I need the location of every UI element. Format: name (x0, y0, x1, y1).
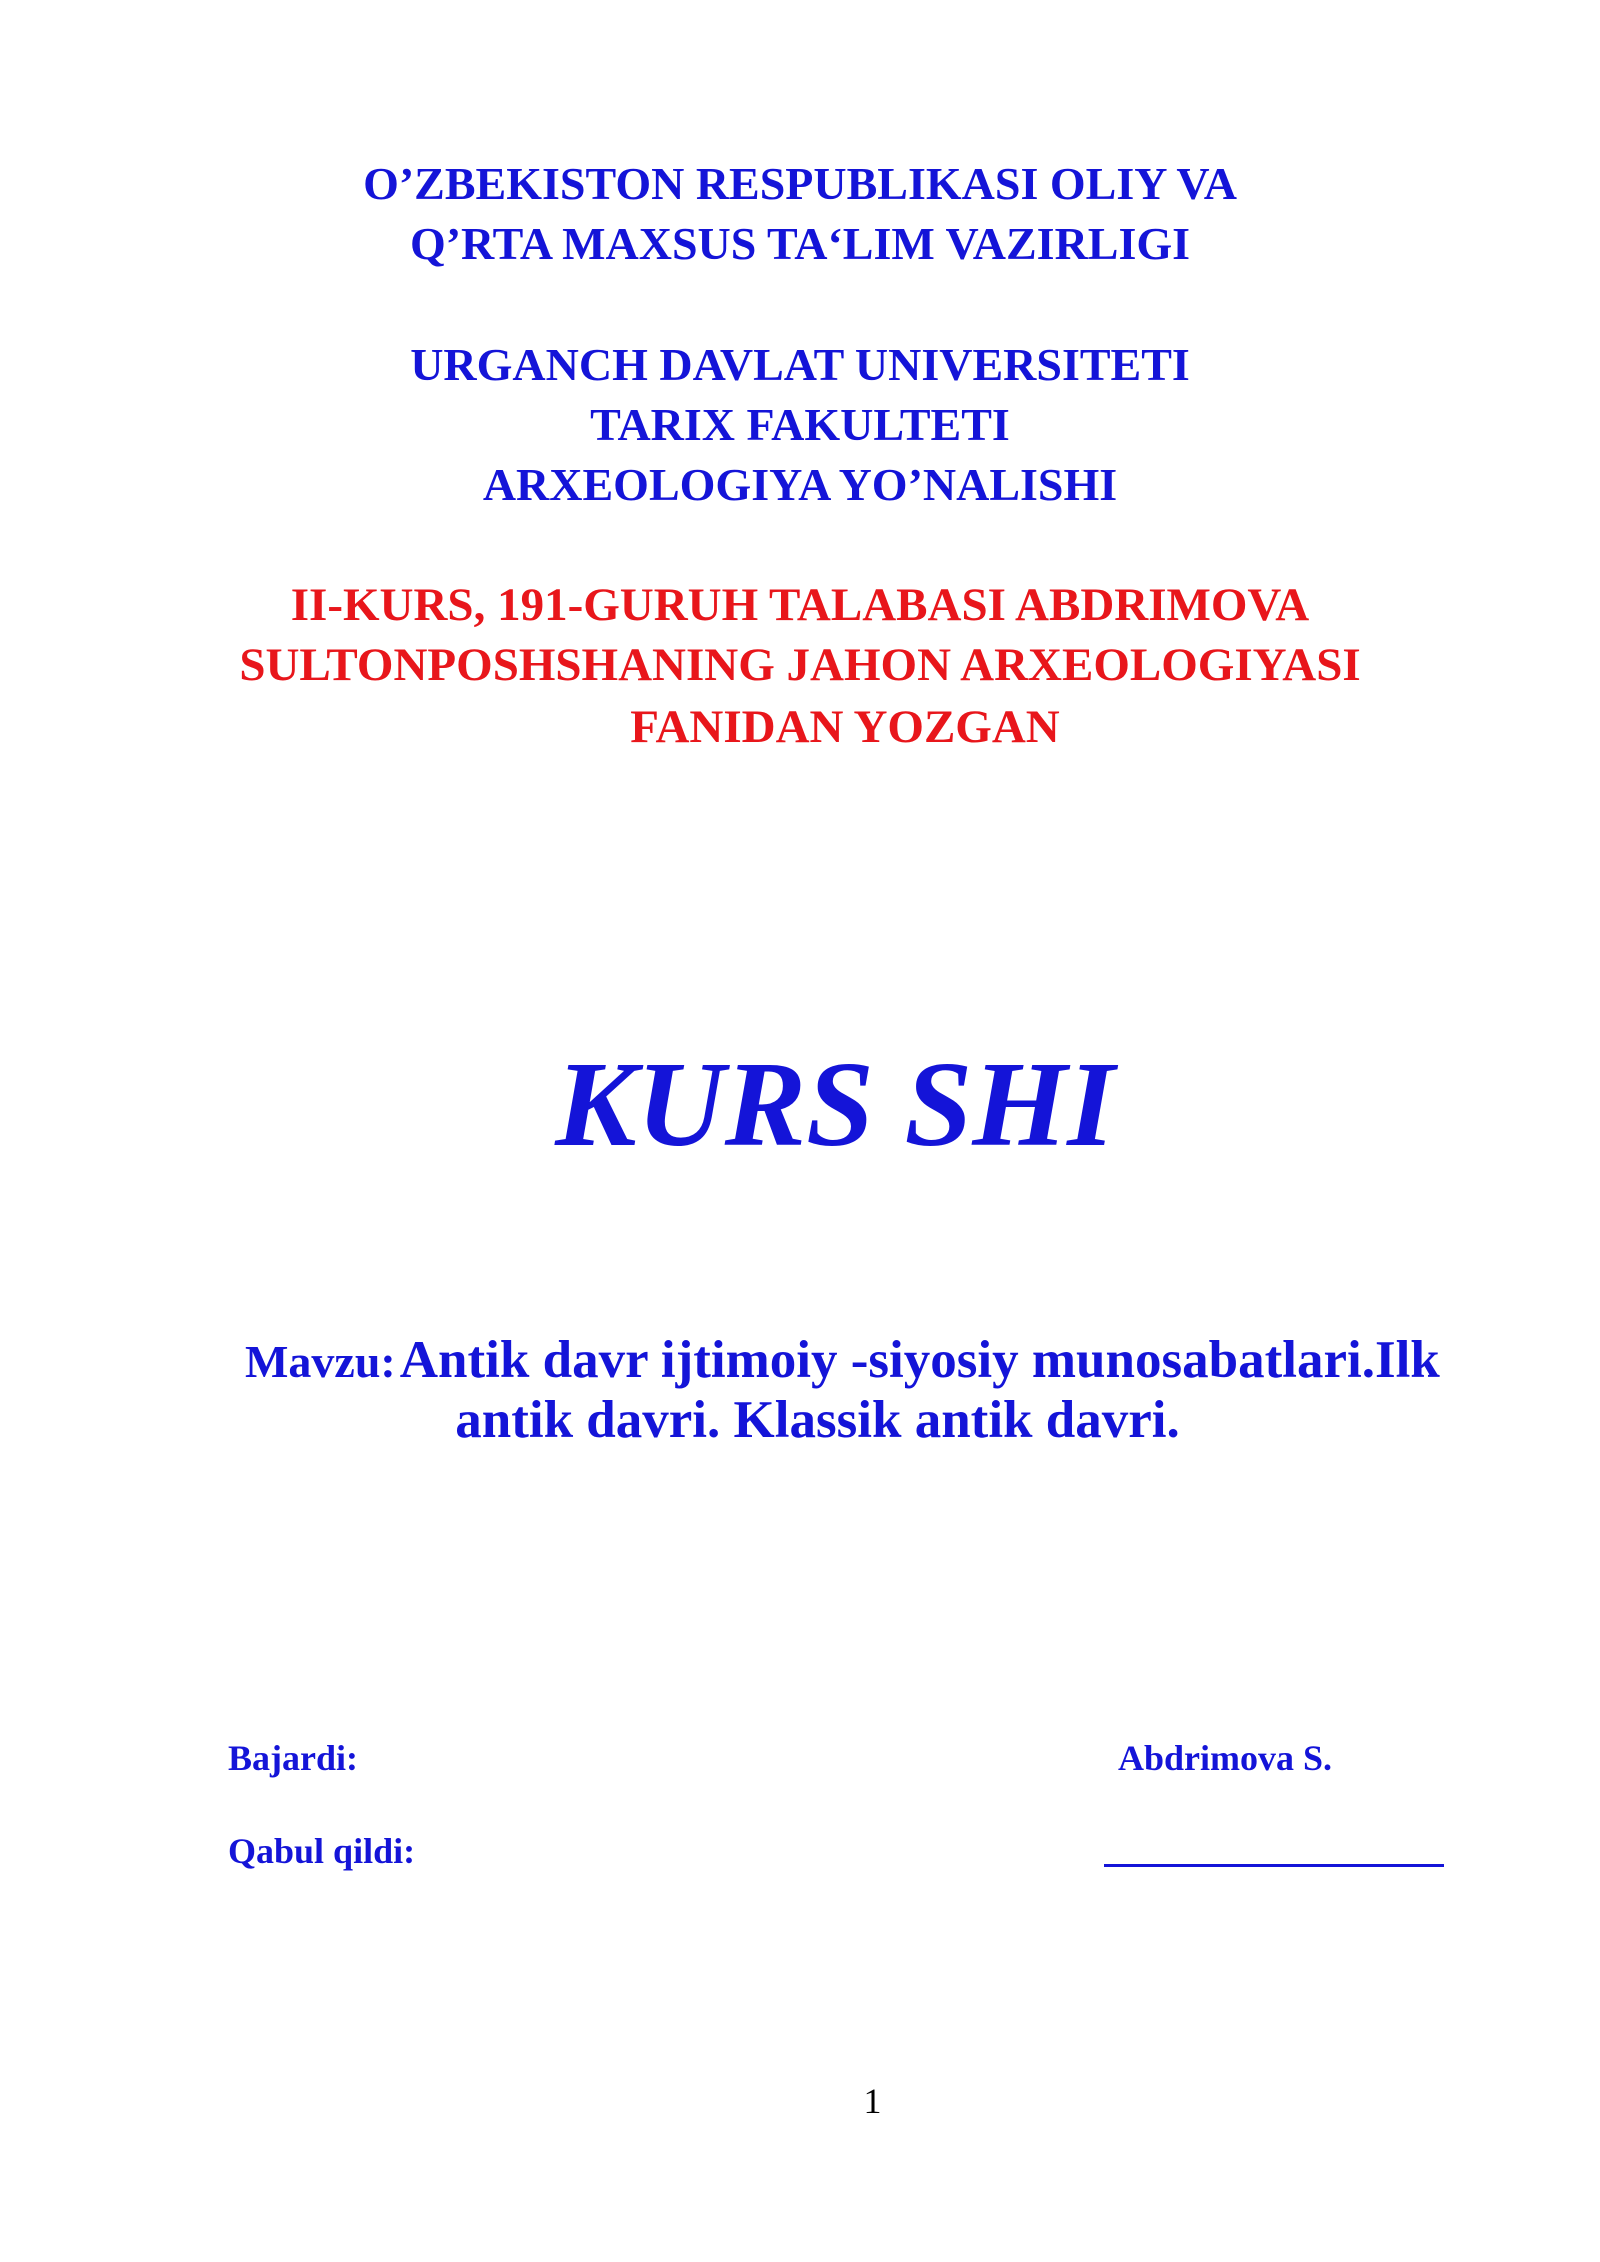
topic-line-1 (245, 1330, 1440, 1390)
performed-by-name: Abdrimova S. (1118, 1738, 1333, 1778)
ministry-line-1: O’ZBEKISTON RESPUBLIKASI OLIY VA (363, 158, 1237, 209)
student-info-line-3: FANIDAN YOZGAN (630, 701, 1060, 753)
student-info-line-2: SULTONPOSHSHANING JAHON ARXEOLOGIYASI (239, 639, 1361, 691)
signature-line (1104, 1864, 1444, 1867)
topic-text-1: Antik davr ijtimoiy -siyosiy munosabatlari.Ilk (399, 1331, 1440, 1389)
topic-label: Mavzu: (245, 1336, 396, 1387)
performed-label: Bajardi: (228, 1738, 358, 1778)
document-title: KURS SHI (555, 1037, 1115, 1172)
page-number: 1 (863, 2081, 882, 2121)
faculty-name: TARIX FAKULTETI (590, 399, 1010, 450)
accepted-label: Qabul qildi: (228, 1831, 416, 1871)
university-name: URGANCH DAVLAT UNIVERSITETI (410, 339, 1190, 390)
ministry-line-2: Q’RTA MAXSUS TA‘LIM VAZIRLIGI (409, 218, 1191, 269)
department-name: ARXEOLOGIYA YO’NALISHI (482, 459, 1118, 510)
student-info-line-1: II-KURS, 191-GURUH TALABASI ABDRIMOVA (290, 579, 1310, 631)
topic-text-2: antik davri. Klassik antik davri. (455, 1391, 1180, 1449)
